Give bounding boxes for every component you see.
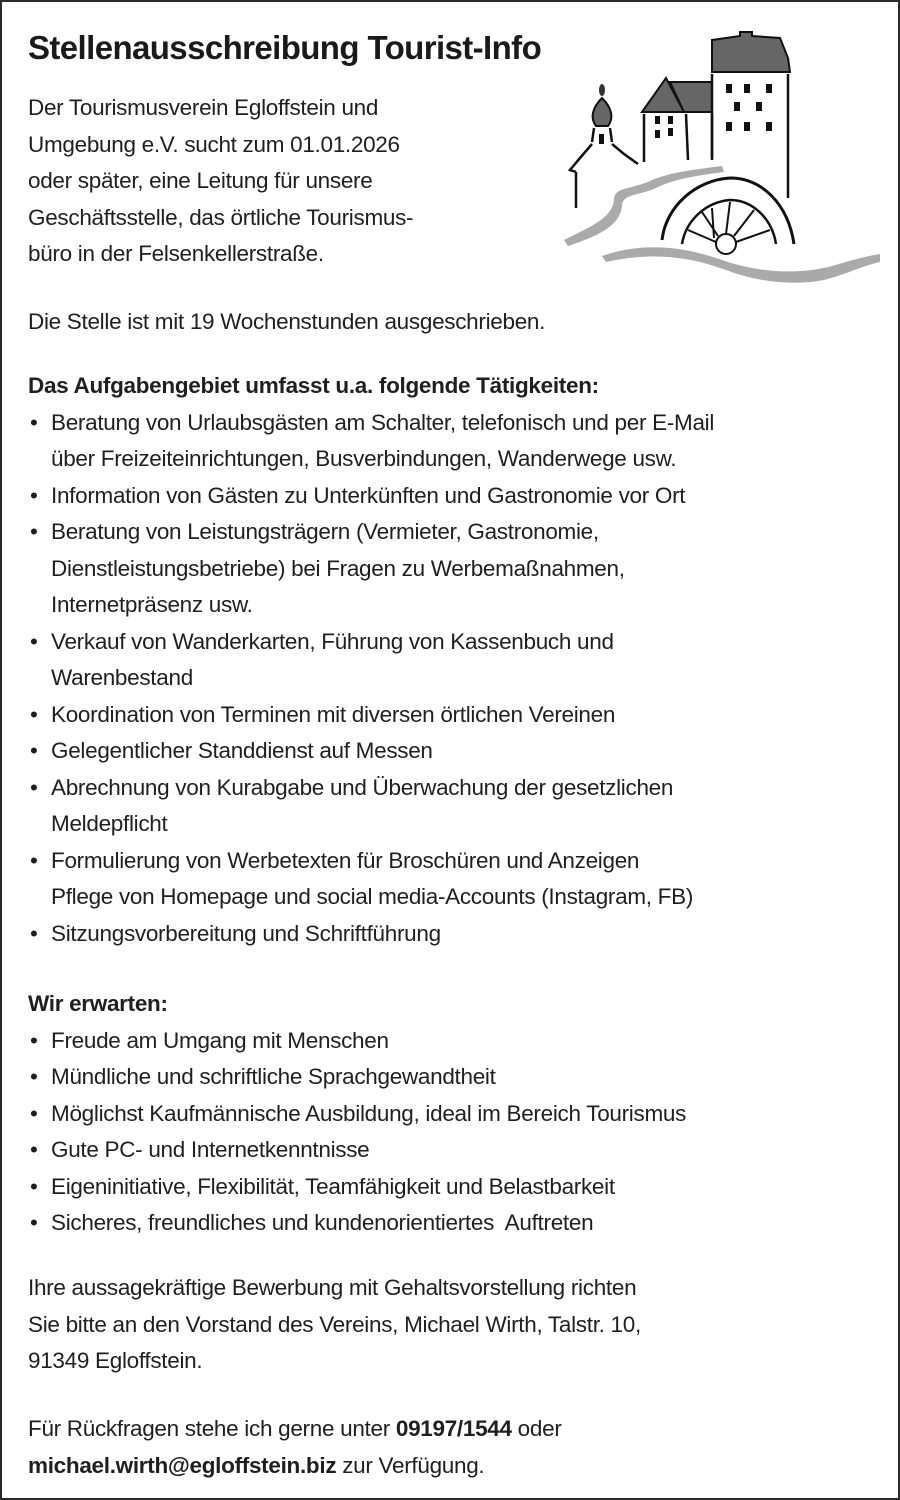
- contact-line: [28, 1411, 878, 1448]
- list-item-text: Formulierung von Werbetexten für Broschüren und Anzeigen: [51, 847, 640, 873]
- list-item-text: Abrechnung von Kurabgabe und Überwachung der gesetzlichen: [51, 774, 674, 800]
- page-title: Stellenausschreibung Tourist-Info: [28, 29, 542, 66]
- list-item: [28, 514, 878, 624]
- tasks-heading: Das Aufgabengebiet umfasst u.a. folgende Tätigkeiten:: [28, 373, 599, 398]
- list-item: [28, 405, 878, 478]
- list-item-text: Koordination von Terminen mit diversen örtlichen Vereinen: [51, 701, 616, 727]
- intro-line: oder später, eine Leitung für unsere: [28, 168, 373, 193]
- intro-line: büro in der Felsenkellerstraße.: [28, 241, 324, 266]
- contact-line: [28, 1448, 878, 1485]
- intro-line: Geschäftsstelle, das örtliche Tourismus-: [28, 204, 414, 230]
- bullet-icon: •: [30, 920, 38, 946]
- list-item-text: Dienstleistungsbetriebe) bei Fragen zu Werbemaßnahmen,: [51, 555, 625, 581]
- phone-number[interactable]: 09197/1544: [395, 1416, 512, 1441]
- application-line: Ihre aussagekräftige Bewerbung mit Gehaltsvorstellung richten: [28, 1275, 637, 1300]
- bullet-icon: •: [30, 1210, 38, 1235]
- list-item: [28, 733, 878, 770]
- contact-paragraph: [28, 1411, 878, 1484]
- list-item: [28, 843, 878, 916]
- list-item-text: Mündliche und schriftliche Sprachgewandtheit: [51, 1064, 496, 1089]
- list-item-text: Internetpräsenz usw.: [51, 592, 253, 617]
- town-illustration-icon: [562, 30, 882, 292]
- bullet-icon: •: [30, 1137, 38, 1162]
- expectations-section: [28, 986, 878, 1242]
- list-item: [28, 478, 878, 515]
- list-item-text: Eigeninitiative, Flexibilität, Teamfähigkeit und Belastbarkeit: [51, 1173, 615, 1199]
- list-item-text: Gelegentlicher Standdienst auf Messen: [51, 738, 433, 763]
- list-item: [28, 770, 878, 843]
- list-item: [28, 697, 878, 734]
- expectations-heading: Wir erwarten:: [28, 991, 168, 1016]
- bullet-icon: •: [30, 701, 38, 727]
- intro-line: Der Tourismusverein Egloffstein und: [28, 95, 379, 120]
- contact-or: oder: [511, 1416, 562, 1441]
- bullet-icon: •: [30, 1027, 38, 1053]
- bullet-icon: •: [30, 409, 38, 435]
- list-item-text: Pflege von Homepage und social media-Accounts (Instagram, FB): [51, 884, 694, 909]
- list-item: [28, 916, 878, 953]
- list-item: [28, 1023, 878, 1060]
- list-item-text: Verkauf von Wanderkarten, Führung von Kassenbuch und: [51, 628, 614, 654]
- hours-text: Die Stelle ist mit 19 Wochenstunden ausgeschrieben.: [28, 309, 546, 334]
- list-item: [28, 1132, 878, 1169]
- intro-line: Umgebung e.V. sucht zum 01.01.2026: [28, 131, 400, 157]
- tasks-list: [28, 405, 878, 953]
- bullet-icon: •: [30, 482, 38, 508]
- list-item: [28, 1059, 878, 1096]
- list-item-text: Meldepflicht: [51, 811, 168, 836]
- list-item-text: Sitzungsvorbereitung und Schriftführung: [51, 920, 441, 946]
- tasks-section: [28, 368, 878, 952]
- list-item-text: Sicheres, freundliches und kundenorientiertes Auftreten: [51, 1210, 594, 1235]
- bullet-icon: •: [30, 847, 38, 873]
- application-paragraph: [28, 1270, 878, 1380]
- list-item-text: Gute PC- und Internetkenntnisse: [51, 1137, 370, 1162]
- application-line: Sie bitte an den Vorstand des Vereins, Michael Wirth, Talstr. 10,: [28, 1311, 641, 1337]
- list-item-text: Freude am Umgang mit Menschen: [51, 1027, 389, 1053]
- list-item-text: Information von Gästen zu Unterkünften und Gastronomie vor Ort: [51, 482, 686, 508]
- bullet-icon: •: [30, 738, 38, 763]
- list-item: [28, 624, 878, 697]
- bullet-icon: •: [30, 774, 38, 800]
- list-item-text: Beratung von Urlaubsgästen am Schalter, telefonisch und per E-Mail: [51, 409, 715, 435]
- contact-suffix: zur Verfügung.: [336, 1452, 485, 1478]
- list-item: [28, 1096, 878, 1133]
- expectations-list: [28, 1023, 878, 1242]
- bullet-icon: •: [30, 628, 38, 654]
- list-item-text: Möglichst Kaufmännische Ausbildung, ideal im Bereich Tourismus: [51, 1100, 687, 1126]
- bullet-icon: •: [30, 1064, 38, 1089]
- contact-prefix: Für Rückfragen stehe ich gerne unter: [28, 1416, 396, 1441]
- list-item-text: Beratung von Leistungsträgern (Vermieter, Gastronomie,: [51, 519, 599, 544]
- list-item: [28, 1205, 878, 1242]
- bullet-icon: •: [30, 1100, 38, 1126]
- bullet-icon: •: [30, 1173, 38, 1199]
- intro-paragraph: [28, 90, 548, 273]
- list-item: [28, 1169, 878, 1206]
- list-item-text: über Freizeiteinrichtungen, Busverbindungen, Wanderwege usw.: [51, 446, 677, 471]
- list-item-text: Warenbestand: [51, 665, 193, 690]
- application-line: 91349 Egloffstein.: [28, 1348, 203, 1373]
- email-link[interactable]: michael.wirth@egloffstein.biz: [28, 1452, 337, 1478]
- bullet-icon: •: [30, 519, 38, 544]
